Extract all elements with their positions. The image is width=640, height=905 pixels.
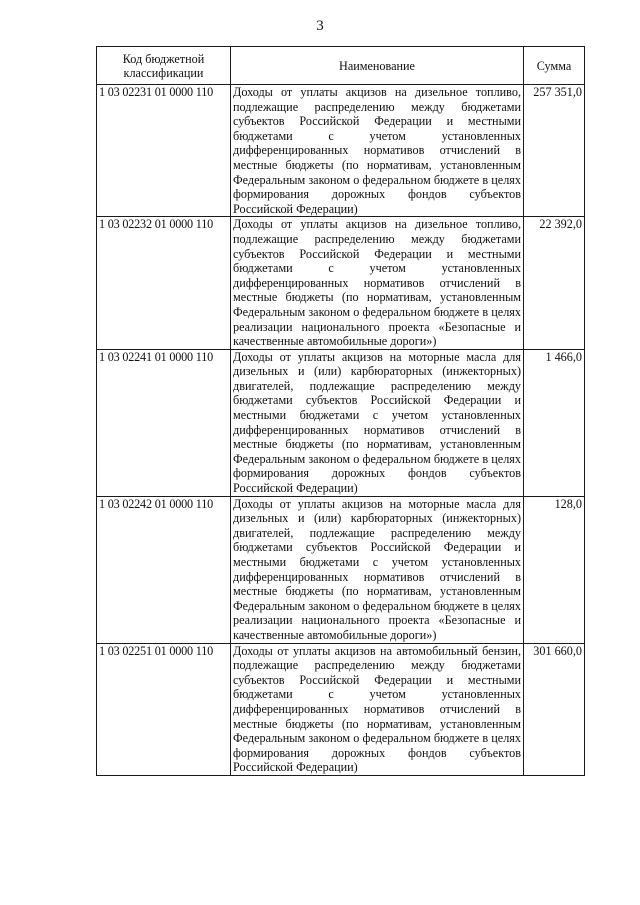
row-code: 1 03 02242 01 0000 110 (97, 496, 231, 643)
row-sum: 1 466,0 (524, 349, 585, 496)
table-row (97, 643, 585, 775)
row-name: Доходы от уплаты акцизов на дизельное топливо, подлежащие распределению между бюджетами субъектов Российской Федерации и местными бюджетами с учетом установленных дифференцированных нормативов отчислений в местные бюджеты (по нормативам, установленным Федеральным законом о федеральном бюджете в целях реализации национального проекта «Безопасные и качественные автомобильные дороги») (231, 217, 524, 349)
budget-revenue-table (96, 46, 585, 776)
row-code: 1 03 02251 01 0000 110 (97, 643, 231, 775)
header-row (97, 47, 585, 85)
table-row (97, 496, 585, 643)
header-name: Наименование (231, 47, 524, 85)
row-name: Доходы от уплаты акцизов на моторные масла для дизельных и (или) карбюраторных (инжекторных) двигателей, подлежащие распределению между бюджетами субъектов Российской Федерации и местными бюджетами с учетом установленных дифференцированных нормативов отчислений в местные бюджеты (по нормативам, установленным Федеральным законом о федеральном бюджете в целях формирования дорожных фондов субъектов Российской Федерации) (231, 349, 524, 496)
table-row (97, 349, 585, 496)
header-code: Код бюджетной классификации (97, 47, 231, 85)
table-row (97, 85, 585, 217)
row-code: 1 03 02241 01 0000 110 (97, 349, 231, 496)
row-name: Доходы от уплаты акцизов на моторные масла для дизельных и (или) карбюраторных (инжекторных) двигателей, подлежащие распределению между бюджетами субъектов Российской Федерации и местными бюджетами с учетом установленных дифференцированных нормативов отчислений в местные бюджеты (по нормативам, установленным Федеральным законом о федеральном бюджете в целях реализации национального проекта «Безопасные и качественные автомобильные дороги») (231, 496, 524, 643)
page-number: 3 (316, 18, 324, 34)
table-header (97, 47, 585, 85)
row-code: 1 03 02231 01 0000 110 (97, 85, 231, 217)
row-name: Доходы от уплаты акцизов на дизельное топливо, подлежащие распределению между бюджетами субъектов Российской Федерации и местными бюджетами с учетом установленных дифференцированных нормативов отчислений в местные бюджеты (по нормативам, установленным Федеральным законом о федеральном бюджете в целях формирования дорожных фондов субъектов Российской Федерации) (231, 85, 524, 217)
row-sum: 301 660,0 (524, 643, 585, 775)
row-name: Доходы от уплаты акцизов на автомобильный бензин, подлежащие распределению между бюджетами субъектов Российской Федерации и местными бюджетами с учетом установленных дифференцированных нормативов отчислений в местные бюджеты (по нормативам, установленным Федеральным законом о федеральном бюджете в целях формирования дорожных фондов субъектов Российской Федерации) (231, 643, 524, 775)
row-sum: 257 351,0 (524, 85, 585, 217)
row-sum: 22 392,0 (524, 217, 585, 349)
row-sum: 128,0 (524, 496, 585, 643)
header-sum: Сумма (524, 47, 585, 85)
table-row (97, 217, 585, 349)
row-code: 1 03 02232 01 0000 110 (97, 217, 231, 349)
table-body (97, 85, 585, 776)
